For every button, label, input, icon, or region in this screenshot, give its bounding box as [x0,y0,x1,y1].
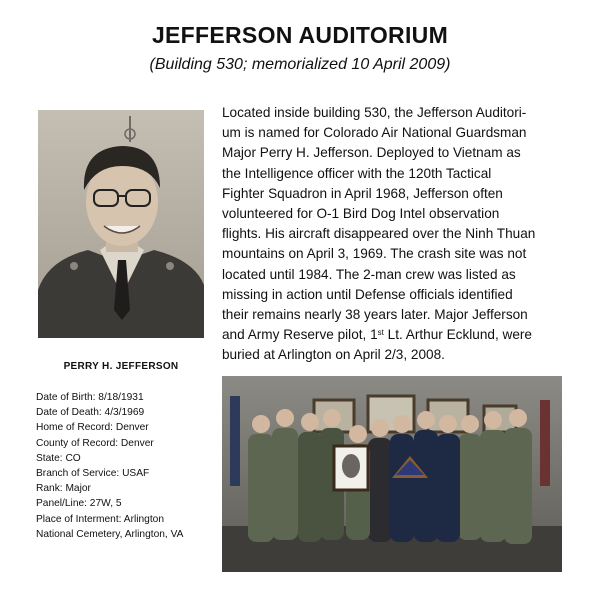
service-facts [36,390,226,542]
fact-home-of-record: Home of Record: Denver [36,422,149,434]
bio-line: mountains on April 3, 1969. The crash site was not [222,246,527,262]
bio-line: volunteered for O-1 Bird Dog Intel observation [222,206,500,222]
bio-line: flights. His aircraft disappeared over the Ninh Thuan [222,226,536,242]
fact-rank: Rank: Major [36,483,91,495]
fact-place-of-interment-cont: National Cemetery, Arlington, VA [36,528,184,540]
bio-line: um is named for Colorado Air National Guardsman [222,125,527,141]
group-photo [222,376,562,572]
fact-place-of-interment: Place of Interment: Arlington [36,513,164,525]
bio-line: missing in action until Defense officials identified [222,286,513,302]
fact-panel-line: Panel/Line: 27W, 5 [36,498,122,510]
bio-line-text-end: Lt. Arthur Ecklund, were [383,327,532,343]
fact-date-of-birth: Date of Birth: 8/18/1931 [36,392,144,403]
fact-state: State: CO [36,452,81,464]
bio-line: buried at Arlington on April 2/3, 2008. [222,347,445,363]
portrait-photo [38,110,204,338]
bio-line: the Intelligence officer with the 120th Tactical [222,165,492,181]
bio-line: their remains nearly 38 years later. Major Jefferson [222,307,528,323]
portrait-caption: PERRY H. JEFFERSON [63,361,179,372]
bio-line: located until 1984. The 2-man crew was listed as [222,266,516,282]
ordinal-superscript: st [377,328,384,338]
fact-branch-of-service: Branch of Service: USAF [36,468,150,480]
bio-line: Fighter Squadron in April 1968, Jefferson often [222,185,503,201]
page-title: JEFFERSON AUDITORIUM [151,22,449,48]
fact-county-of-record: County of Record: Denver [36,437,154,449]
bio-line: Located inside building 530, the Jefferson Auditori- [222,105,527,120]
fact-date-of-death: Date of Death: 4/3/1969 [36,407,145,419]
bio-line-text: and Army Reserve pilot, 1 [222,327,378,343]
bio-line: Major Perry H. Jefferson. Deployed to Vietnam as [222,145,521,161]
biography-text [222,103,572,366]
bio-line [222,325,572,345]
page-subtitle: (Building 530; memorialized 10 April 2009) [149,56,451,73]
